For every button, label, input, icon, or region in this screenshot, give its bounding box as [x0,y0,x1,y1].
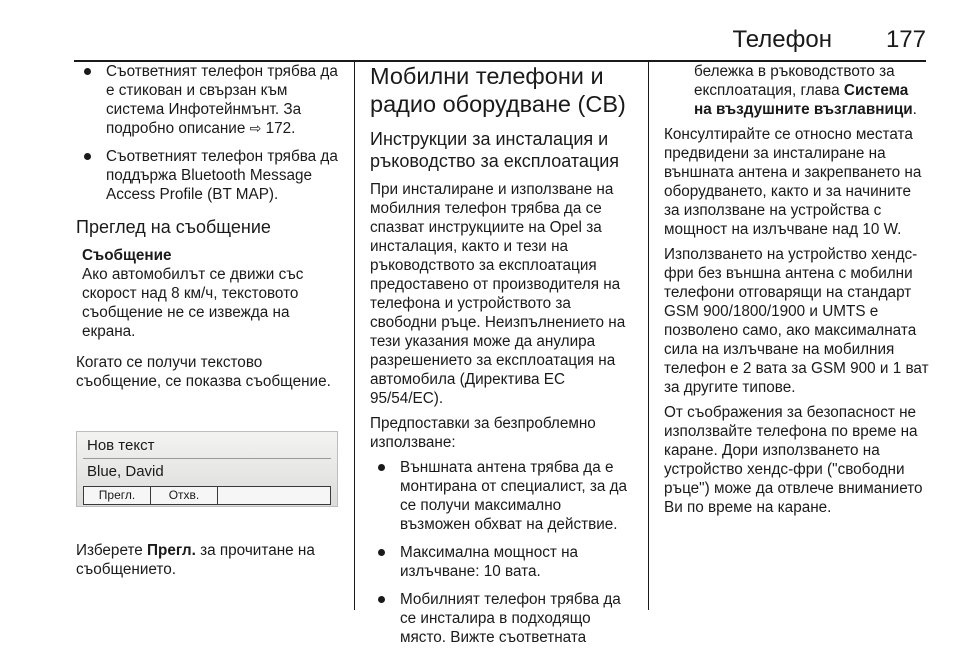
list-item-continuation: бележка в ръководството за експлоатация, глава Система на въздушните възглавници. [694,63,917,118]
paragraph: От съображения за безопасност не използвайте телефона по време на каране. Дори използването на устройство хендс-фри ("свободни ръце") може да отвлече вниманието Ви по време на каране. [664,404,923,516]
page-number: 177 [885,26,926,53]
paragraph: При инсталиране и използване на мобилния телефон трябва да се спазват инструкциите на Opel за инсталация, както и тези на ръководството за експлоатация предоставено от производителя на телефона и устройството за свободни ръце. Неизпълнението на тези указания може да анулира разрешението за експлоатация на автомобила (Директива EC 95/54/EC). [370,181,626,407]
paragraph: Предпоставки за безпроблемно използване: [370,415,596,451]
bullet-icon [378,549,385,556]
column-1 [76,62,338,585]
bullet-icon [84,68,91,75]
bullet-icon [378,596,385,603]
page-title: Телефон [732,26,832,53]
column-divider-2 [648,62,649,610]
list-item: Мобилният телефон трябва да се инсталира в подходящо място. Вижте съответната [370,590,632,647]
paragraph: Консултирайте се относно местата предвидени за инсталиране на външната антена и закрепването на оборудването, както и за начините за използване на устройства с мощност на излъчване над 10 W. [664,126,922,238]
screen-sender: Blue, David [87,463,164,480]
list-item: Външната антена трябва да е монтирана от специалист, за да се получи максимално възможен обхват на действие. [370,458,632,534]
subsection-heading: Инструкции за инсталация и ръководство за експлоатация [370,129,620,171]
notice-box [76,246,338,341]
section-title: Мобилни телефони и радио оборудване (CB) [370,63,626,117]
paragraph: Изберете Прегл. за прочитане на съобщението. [76,542,315,578]
column-divider-1 [354,62,355,610]
page-reference-arrow-icon: ⇨ [249,120,262,136]
notice-text: Ако автомобилът се движи със скорост над 8 км/ч, текстовото съобщение не се извежда на екрана. [82,266,304,340]
column-2 [370,62,632,656]
page-header [74,20,926,62]
screen-separator [83,458,331,459]
infotainment-screen-illustration [76,431,338,507]
notice-title: Съобщение [82,247,172,264]
section-heading: Преглед на съобщение [76,217,271,237]
prerequisites-list [370,458,632,647]
page-reference[interactable]: 172. [265,120,296,137]
screen-reject-button: Отхв. [150,486,218,505]
paragraph: Използването на устройство хендс-фри без външна антена с мобилни телефони отговарящи на стандарт GSM 900/1800/1900 и UMTS е позволено само, ако максималната сила на излъчване на мобилния телефон е 2 вата за GSM 900 и 1 ват за другите типове. [664,246,929,396]
requirements-list [76,62,338,204]
screen-button-bar [218,486,331,505]
column-3 [664,62,930,523]
bullet-icon [84,153,91,160]
list-item: Съответният телефон трябва да поддържа Bluetooth Message Access Profile (BT MAP). [76,147,338,204]
list-item: Съответният телефон трябва да е стикован и свързан към система Инфотейнмънт. За подробно описание ⇨ 172. [76,62,338,138]
screen-view-button: Прегл. [83,486,151,505]
bullet-icon [378,464,385,471]
list-item: Максимална мощност на излъчване: 10 вата. [370,543,632,581]
screen-title: Нов текст [87,437,155,454]
paragraph: Когато се получи текстово съобщение, се показва съобщение. [76,354,331,390]
